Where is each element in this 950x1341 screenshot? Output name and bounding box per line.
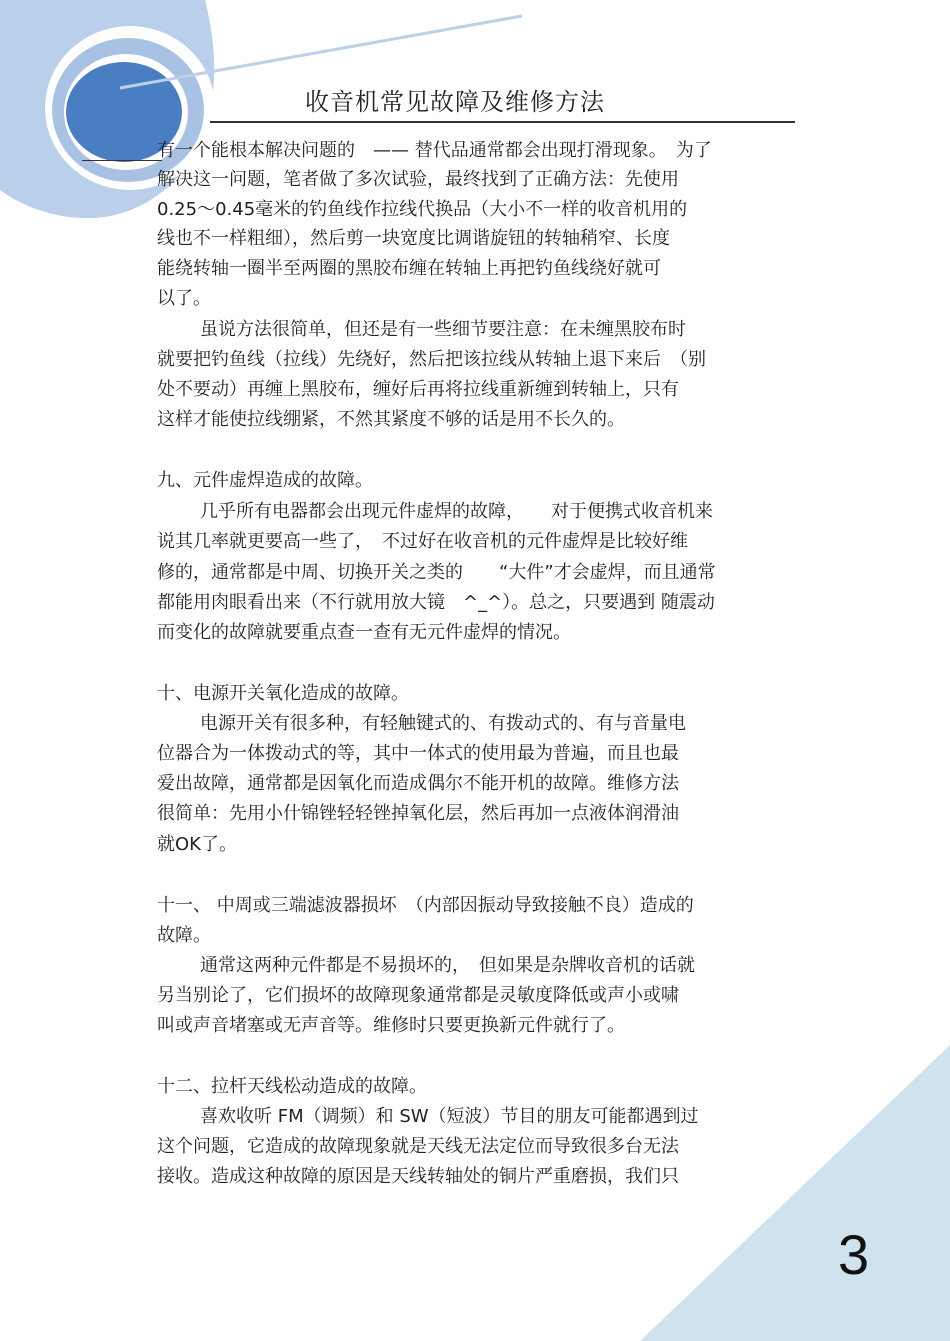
- section-heading: 九、元件虚焊造成的故障。: [157, 470, 373, 491]
- paragraph-line: 都能用肉眼看出来（不行就用放大镜 ^_^）。总之，只要遇到 随震动: [157, 592, 715, 613]
- paragraph-line: 很简单：先用小什锦锉轻轻锉掉氧化层，然后再加一点液体润滑油: [157, 803, 679, 824]
- paragraph-line: 有一个能根本解决问题的 —— 替代品通常都会出现打滑现象。 为了: [157, 140, 712, 161]
- page-number: 3: [838, 1223, 870, 1286]
- paragraph-line: 虽说方法很简单，但还是有一些细节要注意：在未缠黑胶布时: [200, 319, 686, 340]
- section-heading: 十、电源开关氧化造成的故障。: [157, 683, 409, 704]
- paragraph-line: 而变化的故障就要重点查一查有无元件虚焊的情况。: [157, 622, 571, 643]
- paragraph-line: 修的，通常都是中周、切换开关之类的 “大件”才会虚焊，而且通常: [157, 562, 716, 583]
- paragraph-line: 就OK了。: [157, 834, 237, 855]
- paragraph-line: 就要把钓鱼线（拉线）先绕好，然后把该拉线从转轴上退下来后 （别: [157, 349, 706, 370]
- paragraph-line: 能绕转轴一圈半至两圈的黑胶布缠在转轴上再把钓鱼线绕好就可: [157, 258, 661, 279]
- paragraph-line: 说其几率就更要高一些了， 不过好在收音机的元件虚焊是比较好维: [157, 531, 688, 552]
- paragraph-line: 爱出故障，通常都是因氧化而造成偶尔不能开机的故障。维修方法: [157, 773, 679, 794]
- paragraph-line: 喜欢收听 FM（调频）和 SW（短波）节目的朋友可能都遇到过: [200, 1106, 699, 1127]
- paragraph-line: 线也不一样粗细），然后剪一块宽度比调谐旋钮的转轴稍窄、长度: [157, 228, 670, 249]
- paragraph-line: 叫或声音堵塞或无声音等。维修时只要更换新元件就行了。: [157, 1015, 625, 1036]
- paragraph-line: 接收。造成这种故障的原因是天线转轴处的铜片严重磨损，我们只: [157, 1166, 679, 1187]
- paragraph-line: 这样才能使拉线绷紧，不然其紧度不够的话是用不长久的。: [157, 409, 625, 430]
- paragraph-line: 位器合为一体拨动式的等，其中一体式的使用最为普遍，而且也最: [157, 743, 679, 764]
- header-divider: [210, 121, 795, 123]
- paragraph-line: 几乎所有电器都会出现元件虚焊的故障， 对于便携式收音机来: [200, 501, 713, 522]
- section-heading: 十二、拉杆天线松动造成的故障。: [157, 1076, 427, 1097]
- paragraph-line: 电源开关有很多种，有轻触键式的、有拨动式的、有与音量电: [200, 713, 686, 734]
- header-divider-left: [82, 160, 162, 161]
- paragraph-line: 通常这两种元件都是不易损坏的， 但如果是杂牌收音机的话就: [200, 955, 695, 976]
- paragraph-line: 处不要动）再缠上黑胶布，缠好后再将拉线重新缠到转轴上，只有: [157, 379, 679, 400]
- page-title: 收音机常见故障及维修方法: [305, 88, 605, 116]
- paragraph-line: 以了。: [157, 288, 211, 309]
- section-heading: 十一、 中周或三端滤波器损坏 （内部因振动导致接触不良）造成的: [157, 895, 694, 916]
- paragraph-line: 解决这一问题，笔者做了多次试验，最终找到了正确方法：先使用: [157, 169, 679, 190]
- paragraph-line: 0.25～0.45毫米的钓鱼线作拉线代换品（大小不一样的收音机用的: [157, 199, 688, 220]
- paragraph-line: 另当别论了，它们损坏的故障现象通常都是灵敏度降低或声小或啸: [157, 985, 679, 1006]
- section-heading: 故障。: [157, 925, 211, 946]
- paragraph-line: 这个问题，它造成的故障现象就是天线无法定位而导致很多台无法: [157, 1136, 679, 1157]
